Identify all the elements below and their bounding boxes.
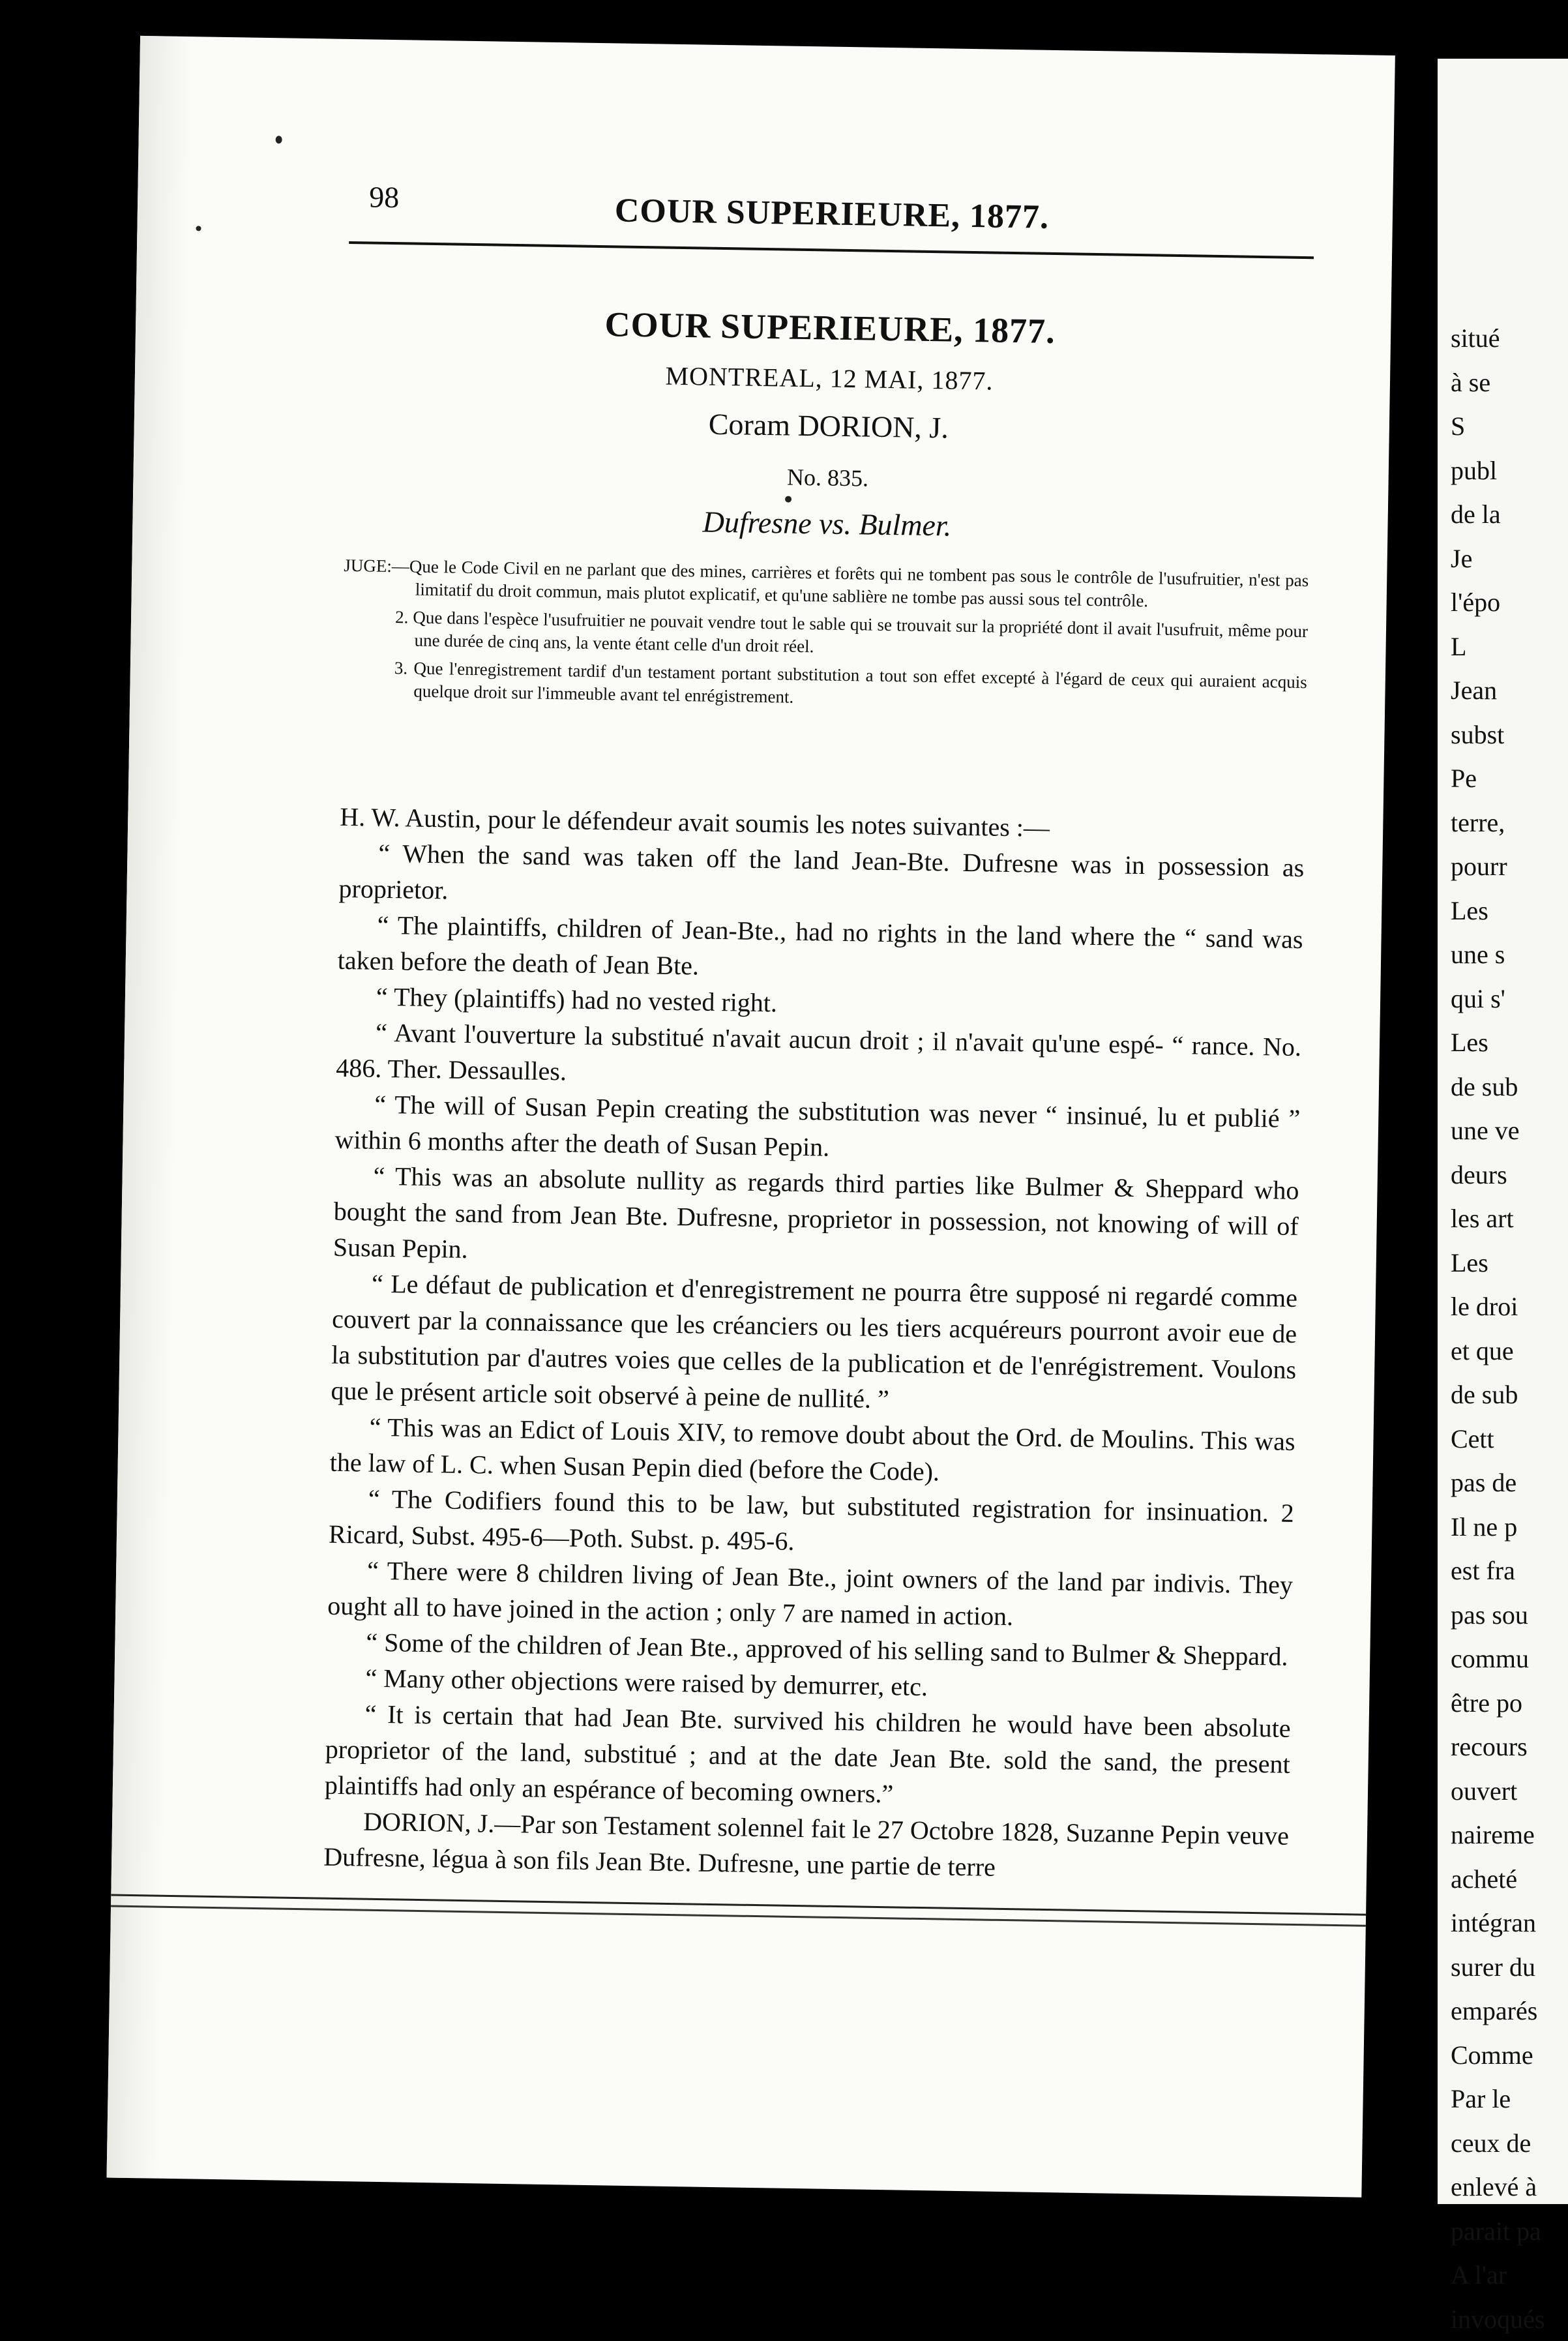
next-page-line: intégran [1451,1901,1545,1945]
next-page-line: emparés [1451,1989,1545,2033]
document-page [107,36,1395,2198]
next-page-line: terre, [1451,801,1545,845]
body-paragraph: H. W. Austin, pour le défendeur avait soumis les notes suivantes :— [340,799,1305,850]
next-page-line: Les [1451,1021,1545,1065]
body-paragraph: “ This was an absolute nullity as regards third parties like Bulmer & Sheppard who bought the sand from Jean Bte. Dufresne, proprietor in possession, not knowing of will of Susan Pepin. [333,1157,1299,1280]
next-page-line: Pe [1451,756,1545,801]
next-page-line: les art [1451,1197,1545,1241]
page-number: 98 [369,179,400,215]
next-page-line: et que [1451,1329,1545,1373]
next-page-line: subst [1451,713,1545,757]
scan-speck [785,496,791,503]
scan-speck [276,136,282,143]
body-paragraph: “ The plaintiffs, children of Jean-Bte., had no rights in the land where the “ sand was taken before the death of Jean Bte. [337,906,1303,993]
case-coram: Coram DORION, J. [346,401,1312,451]
next-page-line: surer du [1451,1945,1545,1990]
body-paragraph: “ Some of the children of Jean Bte., approved of his selling sand to Bulmer & Sheppard. [327,1624,1292,1675]
next-page-line: Par le [1451,2077,1545,2121]
next-page-line: Il ne p [1451,1505,1545,1549]
next-page-line: Les [1451,1241,1545,1285]
bottom-rule [111,1894,1366,1927]
headnote [342,554,1309,722]
next-page-line: situé [1451,316,1545,361]
next-page-line: ouvert [1451,1769,1545,1813]
scan-speck [196,226,201,231]
next-page-line: le droi [1451,1285,1545,1329]
body-paragraph: “ Many other objections were raised by demurrer, etc. [326,1660,1292,1710]
next-page-line: parait pa [1451,2209,1545,2254]
next-page-line: pas sou [1451,1593,1545,1637]
next-page-line: pas de [1451,1461,1545,1505]
next-page-line: de la [1451,492,1545,537]
next-page-line: être po [1451,1681,1545,1725]
page-header [349,179,1314,253]
body-paragraph: “ The Codifiers found this to be law, but substituted registration for insinuation. 2 Ricard, Subst. 495-6—Poth. Subst. p. 495-6. [329,1480,1295,1567]
body-paragraph: “ It is certain that had Jean Bte. survived his children he would have been absolute proprietor of the land, substitué ; and at the date Jean Bte. sold the sand, the present plaintiffs had only an espérance of becoming owners.” [325,1695,1291,1818]
next-page-line: publ [1451,449,1545,493]
next-page-line: Je [1451,537,1545,581]
next-page-line: est fra [1451,1549,1545,1593]
case-court: COUR SUPERIEURE, 1877. [348,300,1313,355]
next-page-line: enlevé à [1451,2165,1545,2209]
body-paragraph: “ The will of Susan Pepin creating the substitution was never “ insinué, lu et publié ” within 6 months after the death of Susan Pepin. [334,1086,1301,1172]
headnote-item: JUGE:—Que le Code Civil en ne parlant que des mines, carrières et forêts qui ne tombent pas sous le contrôle de l'usufruitier, n'est pas limitatif du droit commun, mais plutot explicatif, et qu'une sablière ne tombe pas aussi sous tel contrôle. [344,554,1309,615]
next-page-line: Comme [1451,2033,1545,2078]
body-paragraph: “ This was an Edict of Louis XIV, to remove doubt about the Ord. de Moulins. This was the law of L. C. when Susan Pepin died (before the Code). [329,1409,1295,1495]
next-page-line: à se [1451,361,1545,405]
body-paragraph: “ They (plaintiffs) had no vested right. [337,978,1303,1029]
next-page-line: Les [1451,889,1545,933]
next-page-line: de sub [1451,1065,1545,1109]
headnote-item: 2. Que dans l'espèce l'usufruitier ne pouvait vendre tout le sable qui se trouvait sur la propriété dont il avait l'usufruit, même pour une durée de cinq ans, la vente étant celle d'un droit réel. [342,605,1308,666]
next-page-fragment [1438,59,1568,2204]
next-page-line: naireme [1451,1813,1545,1857]
body-paragraph: “ When the sand was taken off the land Jean-Bte. Dufresne was in possession as proprietor. [338,835,1305,921]
body-paragraph: DORION, J.—Par son Testament solennel fait le 27 Octobre 1828, Suzanne Pepin veuve Dufresne, légua à son fils Jean Bte. Dufresne, une partie de terre [323,1803,1290,1890]
body-paragraph: “ There were 8 children living of Jean Bte., joint owners of the land par indivis. They ought all to have joined in the action ; only 7 are named in action. [327,1552,1294,1639]
next-page-line: qui s' [1451,977,1545,1021]
page-content [352,39,1317,54]
next-page-line: deurs [1451,1153,1545,1197]
body-paragraph: “ Le défaut de publication et d'enregistrement ne pourra être supposé ni regardé comme couvert par la connaissance que les créanciers ou les tiers acquéreurs pourront avoir eue de la substitution par d'autres voies que celles de la publication et de l'enrégistrement. Voulons que le présent article soit observé à peine de nullité. ” [331,1265,1297,1424]
next-page-line: A l'ar [1451,2253,1545,2297]
next-page-line: ceux de [1451,2121,1545,2166]
next-page-line: de sub [1451,1373,1545,1417]
running-head: COUR SUPERIEURE, 1877. [349,187,1315,241]
next-page-line: pourr [1451,844,1545,889]
next-page-line: invoqués [1451,2297,1545,2341]
case-number: No. 835. [345,456,1310,499]
body-paragraph: “ Avant l'ouverture la substitué n'avait aucun droit ; il n'avait qu'une espé- “ rance. No. 486. Ther. Dessaulles. [336,1014,1302,1101]
headnote-item: 3. Que l'enregistrement tardif d'un testament portant substitution a tout son effet excepté à l'égard de ceux qui auraient acquis quelque droit sur l'immeuble avant tel enrégistrement. [342,656,1307,717]
next-page-line: Cett [1451,1417,1545,1461]
next-page-line: S [1451,404,1545,449]
next-page-line: commu [1451,1637,1545,1681]
next-page-line: l'épo [1451,580,1545,625]
next-page-line: recours [1451,1725,1545,1769]
case-title: Dufresne vs. Bulmer. [344,499,1310,548]
next-page-line: L [1451,625,1545,669]
next-page-lines [1451,316,1545,2341]
next-page-line: une ve [1451,1109,1545,1153]
body-text [323,799,1305,1890]
next-page-line: Jean [1451,668,1545,713]
next-page-line: acheté [1451,1857,1545,1901]
case-place-date: MONTREAL, 12 MAI, 1877. [347,355,1312,401]
next-page-line: une s [1451,932,1545,977]
